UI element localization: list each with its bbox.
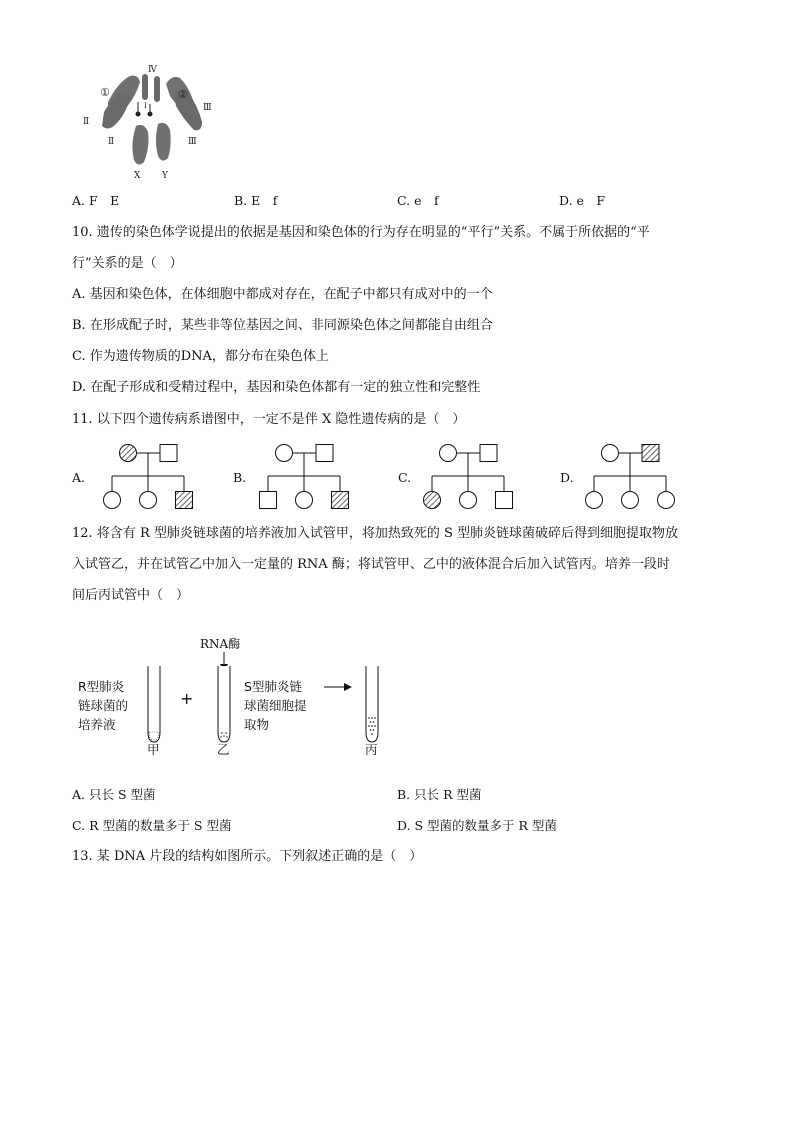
q9-option-d: D. e F [559,193,606,208]
q10-option-d: D. 在配子形成和受精过程中，基因和染色体都有一定的独立性和完整性 [72,380,481,395]
karyotype-label-i: Ⅰ [144,102,147,110]
pedigree-b [260,445,349,509]
q12-option-b: B. 只长 R 型菌 [397,787,482,802]
karyotype-label-1: ① [100,86,110,99]
karyotype-label-x: X [134,171,141,181]
q9-option-c: C. e f [397,193,439,208]
tube-b-text-line2: 球菌细胞提 [244,698,307,713]
pedigree-a [104,445,193,509]
pedigree-label-c: C. [398,470,412,485]
q10-option-b: B. 在形成配子时，某些非等位基因之间、非同源染色体之间都能自由组合 [72,318,493,333]
karyotype-label-2: ② [178,88,188,101]
tube-b-label: 乙 [217,742,230,757]
rna-enzyme-label: RNA酶 [200,637,241,651]
karyotype-label-iii-lower: Ⅲ [188,137,197,147]
tube-b-text-line3: 取物 [244,717,270,732]
q12-stem-line1: 12. 将含有 R 型肺炎链球菌的培养液加入试管甲，将加热致死的 S 型肺炎链球菌破碎后得到细胞提取物放 [72,526,679,541]
plus-sign: + [180,689,194,708]
q12-option-a: A. 只长 S 型菌 [72,787,156,802]
q12-option-d: D. S 型菌的数量多于 R 型菌 [397,818,557,833]
pedigree-c [424,445,513,509]
pedigree-d [586,445,675,509]
bacteria-transform-diagram [76,632,416,757]
karyotype-label-ii-lower: Ⅱ [108,137,115,147]
q11-stem: 11. 以下四个遗传病系谱图中，一定不是伴 X 隐性遗传病的是（ ） [72,412,466,427]
karyotype-label-y: Y [162,171,168,181]
karyotype-label-ii-left: Ⅱ [83,117,90,127]
q12-option-c: C. R 型菌的数量多于 S 型菌 [72,818,232,833]
chromosome-small-2 [154,76,160,102]
chromosome-x [132,125,148,165]
tube-c-label: 丙 [365,742,378,757]
tube-a-text-line3: 培养液 [78,717,116,732]
q12-stem-line3: 间后丙试管中（ ） [72,588,190,603]
q10-stem-line2: 行”关系的是（ ） [72,256,183,271]
q12-stem-line2: 入试管乙，并在试管乙中加入一定量的 RNA 酶；将试管甲、乙中的液体混合后加入试管丙。培养一段时 [72,557,670,572]
q10-option-c: C. 作为遗传物质的DNA，都分布在染色体上 [72,349,329,364]
q9-option-a: A. F E [72,193,120,208]
tube-a-label: 甲 [147,742,160,757]
chromosome-small-1 [142,74,148,100]
karyotype-figure [78,62,218,182]
pedigree-label-b: B. [233,470,247,485]
tube-c [366,666,378,742]
q10-stem-line1: 10. 遗传的染色体学说提出的依据是基因和染色体的行为存在明显的“平行”关系。不属于所依据的“平 [72,225,650,240]
q9-option-b: B. E f [234,193,278,208]
tube-b [218,666,230,742]
chromosome-y [156,123,171,161]
pedigree-label-a: A. [72,470,86,485]
pedigree-figures [70,436,710,514]
pedigree-label-d: D. [560,470,574,485]
tube-b-text-line1: S型肺炎链 [244,679,302,694]
karyotype-label-iv: Ⅳ [148,65,157,75]
tube-a-text-line1: R型肺炎 [78,679,125,694]
q13-stem: 13. 某 DNA 片段的结构如图所示。下列叙述正确的是（ ） [72,849,423,864]
karyotype-label-iii-right: Ⅲ [203,103,212,113]
q10-option-a: A. 基因和染色体，在体细胞中都成对存在，在配子中都只有成对中的一个 [72,287,493,302]
tube-a-text-line2: 链球菌的 [78,698,129,713]
tube-a [148,666,160,742]
